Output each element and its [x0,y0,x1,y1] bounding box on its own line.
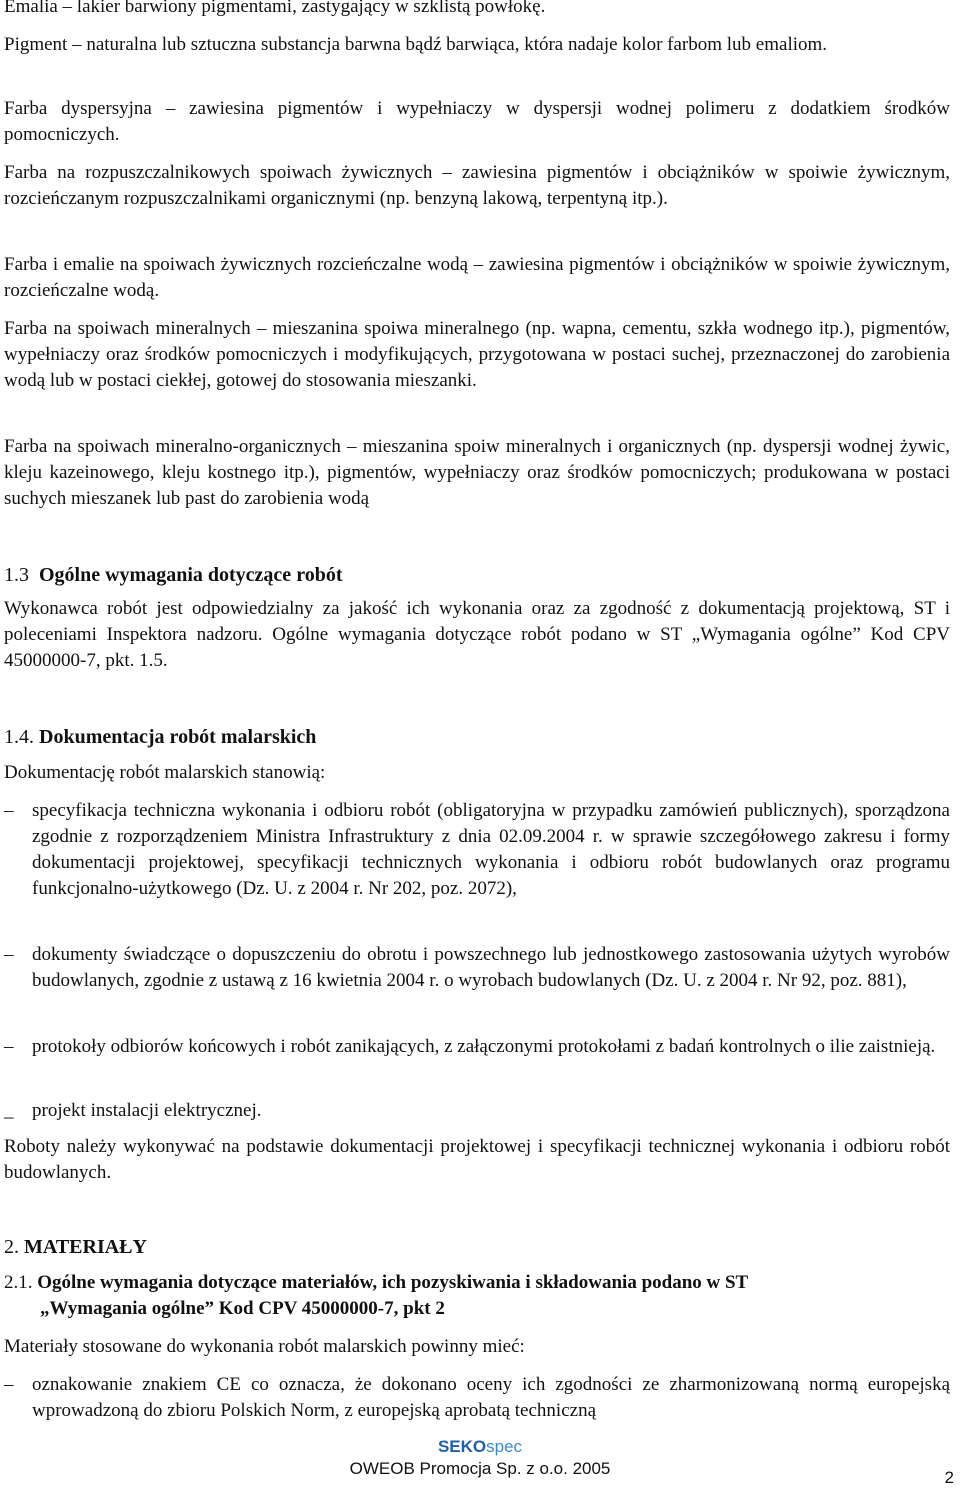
list-dash: – [4,1374,14,1395]
logo-part-spec: spec [486,1437,523,1456]
list-dash: – [4,1036,14,1057]
section-1-4-closing: Roboty należy wykonywać na podstawie dokumentacji projektowej i specyfikacji technicznej wykonania i odbioru robót budowlanych. [4,1136,950,1183]
footer-logo [0,1437,960,1457]
section-title: Ogólne wymagania dotyczące materiałów, ich pozyskiwania i składowania podano w ST [37,1272,749,1293]
section-number: 1.3 [4,564,29,586]
list-item-text: dokumenty świadczące o dopuszczeniu do obrotu i powszechnego lub jednostkowego zastosowania użytych wyrobów budowlanych, zgodnie z ustawą z 16 kwietnia 2004 r. o wyrobach budowlanych (Dz. U. z 2004 r. Nr 92, poz. 881), [32,944,950,991]
logo-part-seko: SEKO [437,1437,487,1456]
list-item-text: protokoły odbiorów końcowych i robót zanikających, z załączonymi protokołami z badań kontrolnych o ilie zaistnieją. [32,1036,936,1057]
section-2-1-heading-line2 [40,1296,445,1322]
section-1-3-heading [4,562,343,588]
definition-pigment: Pigment – naturalna lub sztuczna substancja barwna bądź barwiąca, która nadaje kolor farbom lub emaliom. [4,34,828,55]
list-dash: – [4,944,14,965]
section-2-1-heading [4,1270,748,1296]
list-dash: _ [4,1100,14,1121]
section-1-3-text: Wykonawca robót jest odpowiedzialny za jakość ich wykonania oraz za zgodność z dokumentacją projektową, ST i poleceniami Inspektora nadzoru. Ogólne wymagania dotyczące robót podano w ST „Wymagania ogólne” Kod CPV 45000000-7, pkt. 1.5. [4,598,950,671]
definition-farba-rozpuszczalnikowa: Farba na rozpuszczalnikowych spoiwach żywicznych – zawiesina pigmentów i obciążników w spoiwie żywicznym, rozcieńczanym rozpuszczalnikami organicznymi (np. benzyną lakową, terpentyną itp.). [4,162,950,209]
section-title: Dokumentacja robót malarskich [39,726,317,748]
list-item-text: projekt instalacji elektrycznej. [32,1100,262,1121]
list-item-text: oznakowanie znakiem CE co oznacza, że dokonano oceny ich zgodności ze zharmonizowaną normą europejską wprowadzoną do zbioru Polskich Norm, z europejską aprobatą techniczną [32,1374,950,1421]
section-number: 2. [4,1236,19,1258]
definition-farba-mineralno-organiczna: Farba na spoiwach mineralno-organicznych – mieszanina spoiw mineralnych i organicznych (np. dyspersji wodnej żywic, kleju kazeinowego, kleju kostnego itp.), pigmentów, wypełniaczy oraz środków pomocniczych; produkowana w postaci suchych mieszanek lub past do zarobienia wodą [4,436,950,509]
definition-farba-dyspersyjna: Farba dyspersyjna – zawiesina pigmentów i wypełniaczy w dyspersji wodnej polimeru z dodatkiem środków pomocniczych. [4,98,950,145]
section-title: Ogólne wymagania dotyczące robót [39,564,343,586]
section-title: MATERIAŁY [24,1236,147,1258]
section-1-4-heading [4,724,316,750]
list-item-text: specyfikacja techniczna wykonania i odbioru robót (obligatoryjna w przypadku zamówień publicznych), sporządzona zgodnie z rozporządzeniem Ministra Infrastruktury z dnia 02.09.2004 r. w sprawie szczegółowego zakresu i formy dokumentacji projektowej, specyfikacji technicznych wykonania i odbioru robót budowlanych oraz programu funkcjonalno-użytkowego (Dz. U. z 2004 r. Nr 202, poz. 2072), [32,800,950,899]
section-2-heading [4,1234,147,1260]
definition-farba-wodna: Farba i emalie na spoiwach żywicznych rozcieńczalne wodą – zawiesina pigmentów i obciążników w spoiwie żywicznym, rozcieńczalne wodą. [4,254,950,301]
list-dash: – [4,800,14,821]
section-2-1-intro: Materiały stosowane do wykonania robót malarskich powinny mieć: [4,1336,525,1357]
definition-farba-mineralna: Farba na spoiwach mineralnych – mieszanina spoiwa mineralnego (np. wapna, cementu, szkła wodnego itp.), pigmentów, wypełniaczy oraz środków pomocniczych i modyfikujących, przygotowana w postaci suchej, przeznaczonej do zarobienia wodą lub w postaci ciekłej, gotowej do stosowania mieszanki. [4,318,950,391]
section-title-continuation: „Wymagania ogólne” Kod CPV 45000000-7, pkt 2 [40,1298,445,1319]
section-number: 1.4. [4,726,34,748]
section-number: 2.1. [4,1272,33,1293]
section-1-4-intro: Dokumentację robót malarskich stanowią: [4,762,326,783]
footer-company: OWEOB Promocja Sp. z o.o. 2005 [349,1459,611,1478]
definition-emalia: Emalia – lakier barwiony pigmentami, zastygający w szklistą powłokę. [4,0,546,17]
page-number: 2 [944,1468,954,1487]
